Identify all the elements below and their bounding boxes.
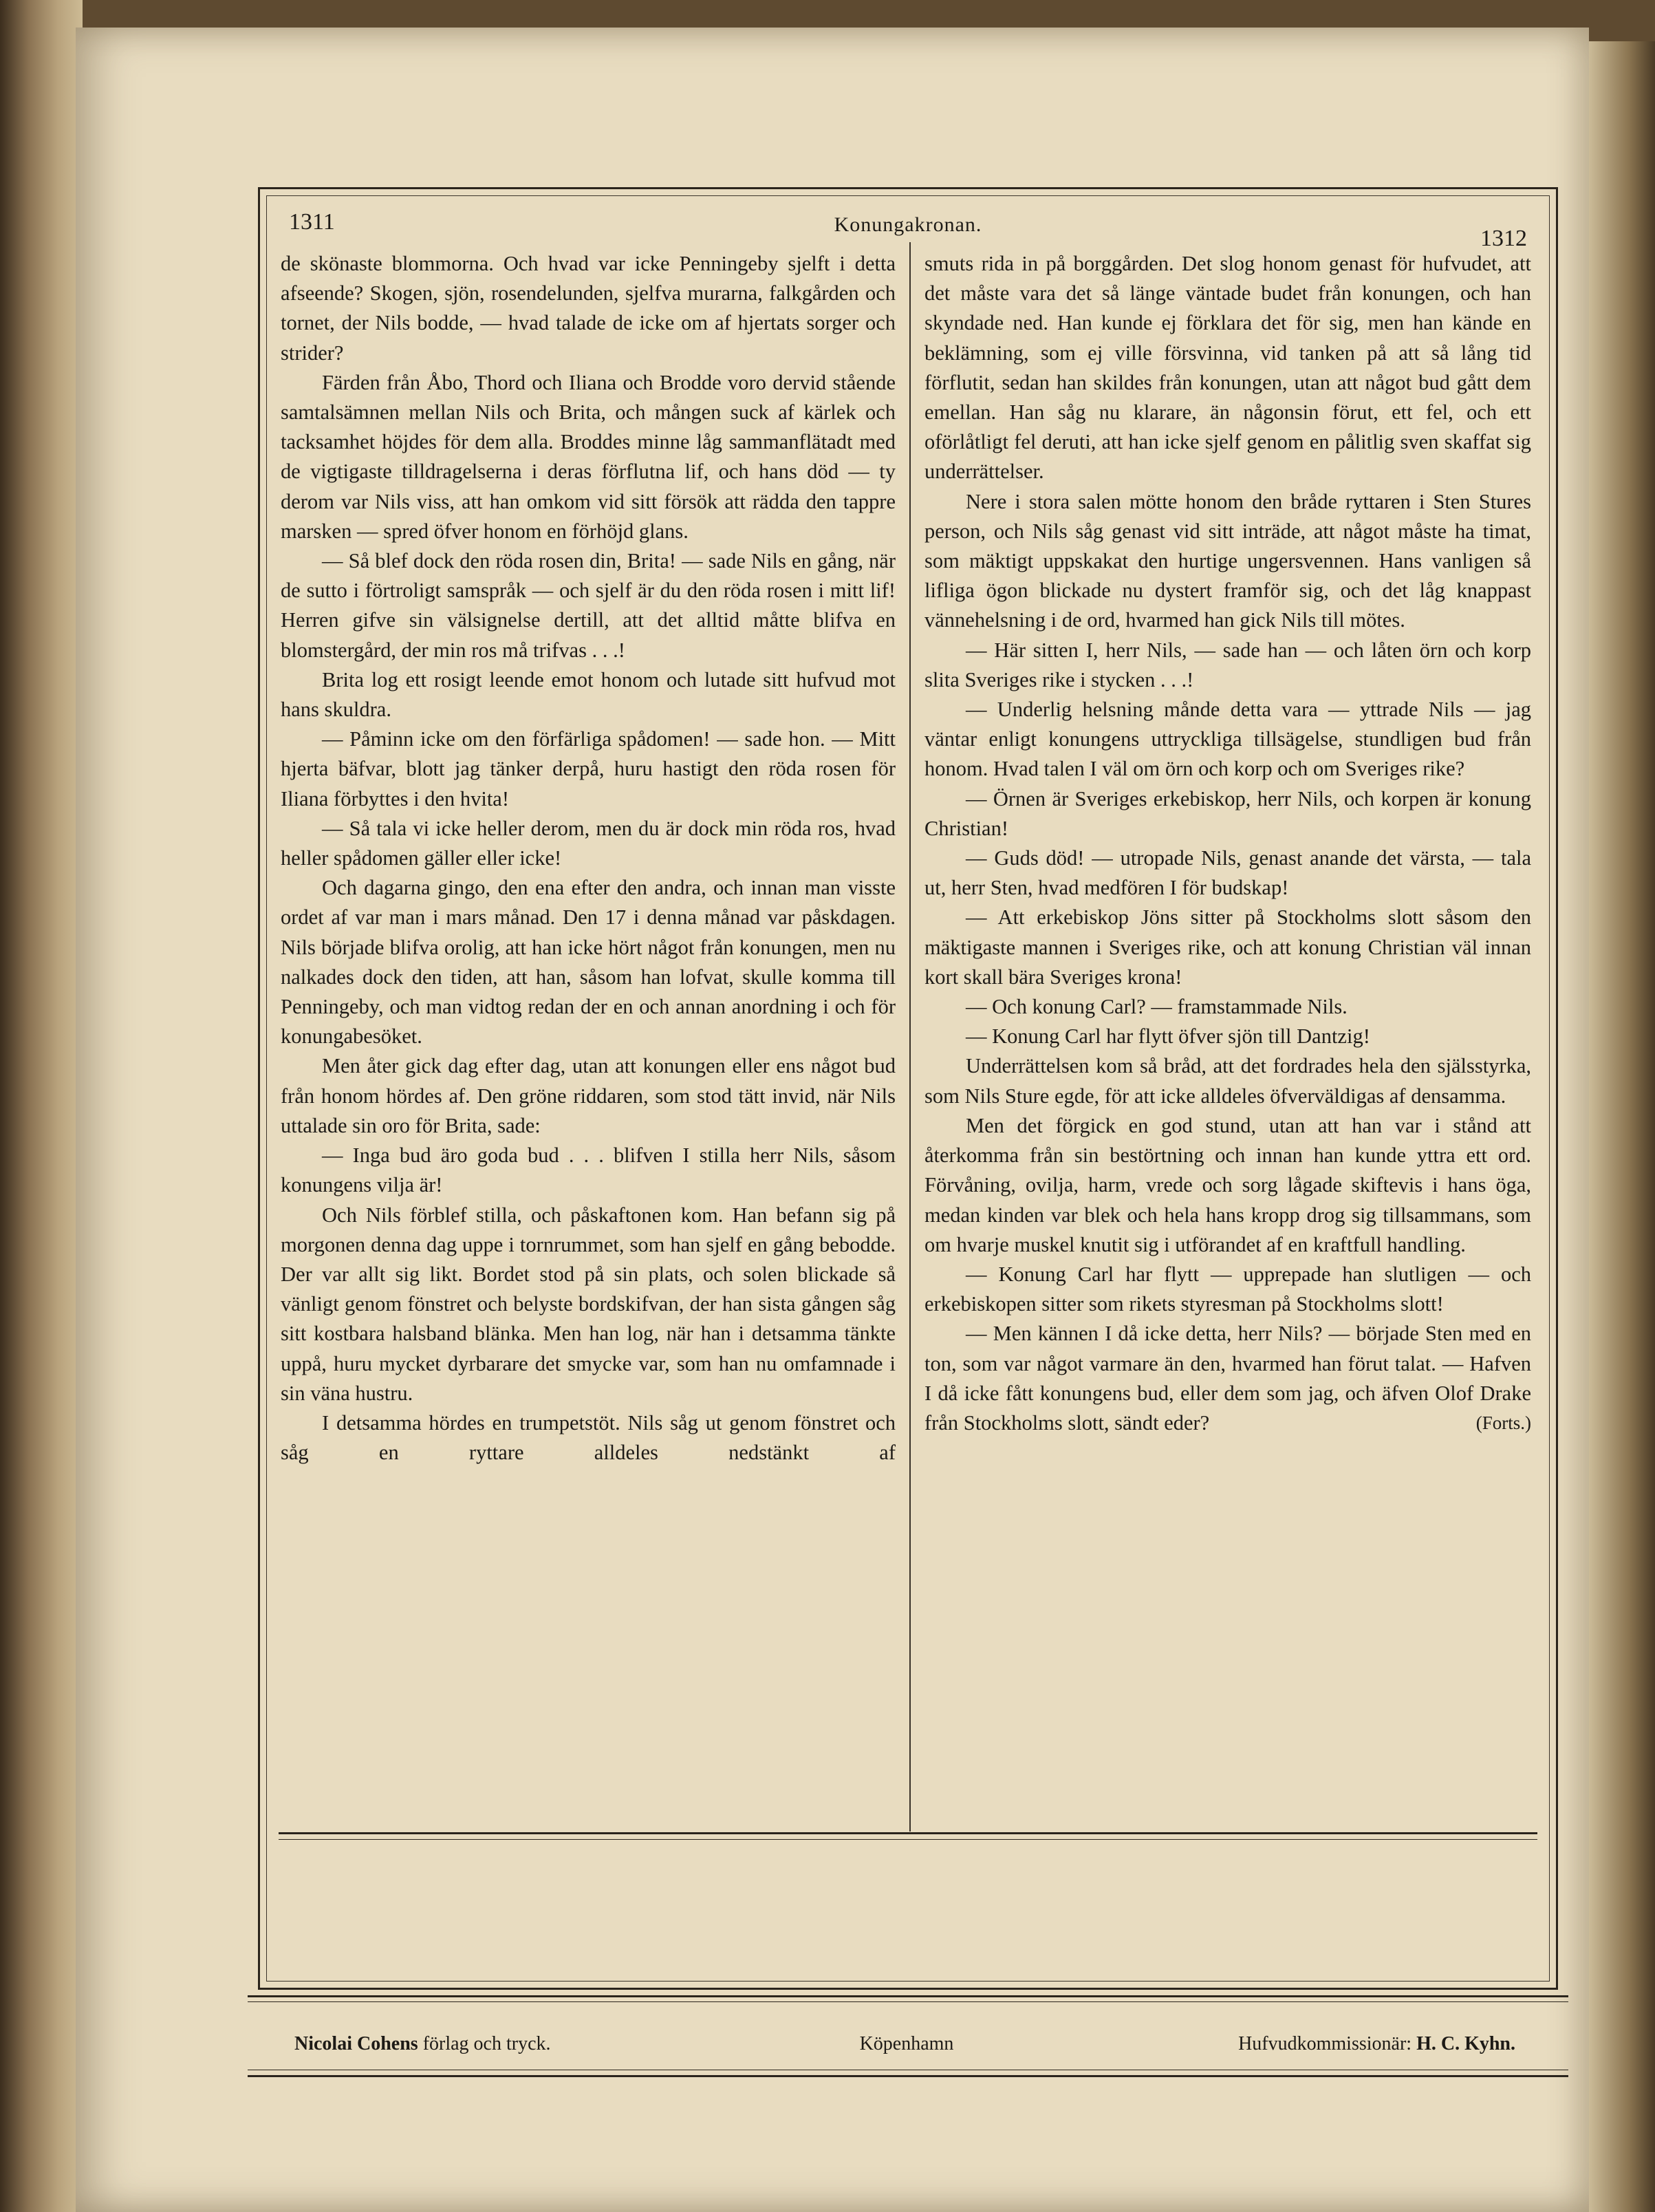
right-column xyxy=(924,249,1531,1825)
continuation-note: (Forts.) xyxy=(1475,1412,1531,1433)
footer-rule-top-thick xyxy=(248,1995,1568,1997)
footer-rule-bottom-thick xyxy=(248,2075,1568,2077)
paragraph: Och dagarna gingo, den ena efter den andra, och innan man visste ordet af var man i mars månad. Den 17 i denna månad var påskdagen. Nils började blifva orolig, att han icke hört något från konungen, men nu nalkades dock den tiden, att han, såsom han lofvat, skulle komma till Penningeby, och man vidtog redan der en och annan anordning i och för konungabesöket. xyxy=(281,876,896,1049)
paragraph: — Konung Carl har flytt öfver sjön till Dantzig! xyxy=(966,1024,1370,1049)
paragraph-text: — Men kännen I då icke detta, herr Nils? — började Sten med en ton, som var något varmare än den, hvarmed han förut talat. — Hafven I då icke fått konungens bud, eller dem som jag, och äfven Olof Drake från Stockholms slott, sändt eder? xyxy=(924,1322,1531,1435)
page-bottom-rule xyxy=(258,1832,1558,1846)
publisher-name: Nicolai Cohens xyxy=(294,2033,418,2054)
paragraph: — Inga bud äro goda bud . . . blifven I stilla herr Nils, såsom konungens vilja är! xyxy=(281,1143,896,1197)
paragraph: Men åter gick dag efter dag, utan att konungen eller ens något bud från honom hördes af. Den gröne riddaren, som stod tätt invid, när Nils uttalade sin oro för Brita, sade: xyxy=(281,1054,896,1137)
paragraph: Men det förgick en god stund, utan att han var i stånd att återkomma från sin bestörtning och innan han kunde yttra ett ord. Förvåning, ovilja, harm, vrede och sorg lågade skiftevis i hans öga, medan kinden var blek och hela hans kropp drog sig tillsammans, som om hvarje muskel knutit sig i utförandet af en kraftfull handling. xyxy=(924,1113,1531,1256)
publisher-text: förlag och tryck. xyxy=(422,2033,551,2054)
paragraph: de skönaste blommorna. Och hvad var icke Penningeby sjelft i detta afseende? Skogen, sjön, rosendelunden, sjelfva murarna, falkgården och tornet, der Nils bodde, — hvad talade de icke om af hjertats sorger och strider? xyxy=(281,252,896,365)
paragraph: — Påminn icke om den förfärliga spådomen! — sade hon. — Mitt hjerta bäfvar, blott jag tänker derpå, huru hastigt den röda rosen för Iliana förbyttes i den hvita! xyxy=(281,727,896,810)
paragraph: — Guds död! — utropade Nils, genast anande det värsta, — tala ut, herr Sten, hvad medfören I för budskap! xyxy=(924,846,1531,900)
imprint-city: Köpenhamn xyxy=(859,2033,954,2054)
paragraph: I detsamma hördes en trumpetstöt. Nils såg ut genom fönstret och såg en ryttare alldeles nedstänkt af xyxy=(281,1410,896,1465)
paragraph: — Så blef dock den röda rosen din, Brita! — sade Nils en gång, när de sutto i förtroligt samspråk — och sjelf är du den röda rosen i mitt lif! Herren gifve sin välsignelse dertill, att det alltid måtte blifva en blomstergård, der min ros må trifvas . . .! xyxy=(281,549,896,662)
commission-name: H. C. Kyhn. xyxy=(1416,2033,1515,2054)
paragraph: — Här sitten I, herr Nils, — sade han — och låten örn och korp slita Sveriges rike i stycken . . .! xyxy=(924,638,1531,691)
paragraph: — Så tala vi icke heller derom, men du är dock min röda ros, hvad heller spådomen gäller eller icke! xyxy=(281,816,896,870)
left-column xyxy=(281,249,896,1825)
rule-thin xyxy=(279,1839,1537,1840)
commission-label: Hufvudkommissionär: xyxy=(1238,2033,1412,2054)
paragraph xyxy=(924,1319,1531,1438)
paragraph: — Underlig helsning månde detta vara — yttrade Nils — jag väntar enligt konungens uttryckliga tillsägelse, stundligen bud från honom. Hvad talen I väl om örn och korp och om Sveriges rike? xyxy=(924,698,1531,781)
paragraph: — Och konung Carl? — framstammade Nils. xyxy=(966,995,1348,1019)
running-title: Konungakronan. xyxy=(834,213,982,236)
imprint-footer xyxy=(281,2033,1533,2068)
page-number-right: 1312 xyxy=(1480,226,1527,251)
paragraph: Nere i stora salen mötte honom den bråde ryttaren i Sten Stures person, och Nils såg genast vid sitt inträde, att något måste ha timat, som mäktigt uppskakat den hurtige ungersvennen. Hans vanligen så lifliga ögon blickade nu dystert framför sig, och det låg knappast vännehelsning i de ord, hvarmed han gick Nils till mötes. xyxy=(924,489,1531,632)
footer-rule-top-thin xyxy=(248,2001,1568,2002)
book-edge xyxy=(1589,41,1655,2212)
commission xyxy=(1238,2033,1515,2055)
page-number-left: 1311 xyxy=(289,209,335,235)
paragraph: Brita log ett rosigt leende emot honom och lutade sitt hufvud mot hans skuldra. xyxy=(281,667,896,722)
running-header xyxy=(282,206,1534,251)
book-spine xyxy=(0,0,83,2212)
paragraph: Underrättelsen kom så bråd, att det fordrades hela den själsstyrka, som Nils Sture egde, för att icke alldeles öfverväldigas af densamma. xyxy=(924,1054,1531,1108)
rule-thick xyxy=(279,1832,1537,1834)
paragraph: — Konung Carl har flytt — upprepade han slutligen — och erkebiskopen sitter som rikets styresman på Stockholms slott! xyxy=(924,1262,1531,1316)
paragraph: Och Nils förblef stilla, och påskaftonen kom. Han befann sig på morgonen denna dag uppe i tornrummet, som han sjelf en gång bebodde. Der var allt sig likt. Bordet stod på sin plats, och solen blickade så vänligt genom fönstret och belyste bordskifvan, der han sista gången såg sitt kostbara halsband blänka. Men han log, när han i detsamma tänkte uppå, huru mycket dyrbarare det smycke var, som han nu omfamnade i sin väna hustru. xyxy=(281,1203,896,1405)
paragraph: — Örnen är Sveriges erkebiskop, herr Nils, och korpen är konung Christian! xyxy=(924,786,1531,840)
paragraph: Färden från Åbo, Thord och Iliana och Brodde voro dervid stående samtalsämnen mellan Nils och Brita, och mången suck af kärlek och tacksamhet höjdes för dem alla. Broddes minne låg sammanflätadt med de vigtigaste tilldragelserna i deras förflutna lif, och hans död — ty derom var Nils viss, att han omkom vid sitt försök att rädda den tappre marsken — spred öfver honom en förhöjd glans. xyxy=(281,370,896,543)
column-divider xyxy=(909,242,911,1832)
paragraph: smuts rida in på borggården. Det slog honom genast för hufvudet, att det måste vara det så länge väntade budet från konungen, och han skyndade ned. Han kunde ej förklara det för sig, men han kände en beklämning, som ej ville försvinna, vid tanken på att så lång tid förflutit, sedan han skildes från konungen, utan att något bud gått dem emellan. Han såg nu klarare, än någonsin förut, ett fel, och ett oförlåtligt fel deruti, att han icke sjelf genom en pålitlig sven skaffat sig underrättelser. xyxy=(924,252,1531,484)
paragraph: — Att erkebiskop Jöns sitter på Stockholms slott såsom den mäktigaste mannen i Sveriges rike, och att konung Christian väl innan kort skall bära Sveriges krona! xyxy=(924,905,1531,989)
